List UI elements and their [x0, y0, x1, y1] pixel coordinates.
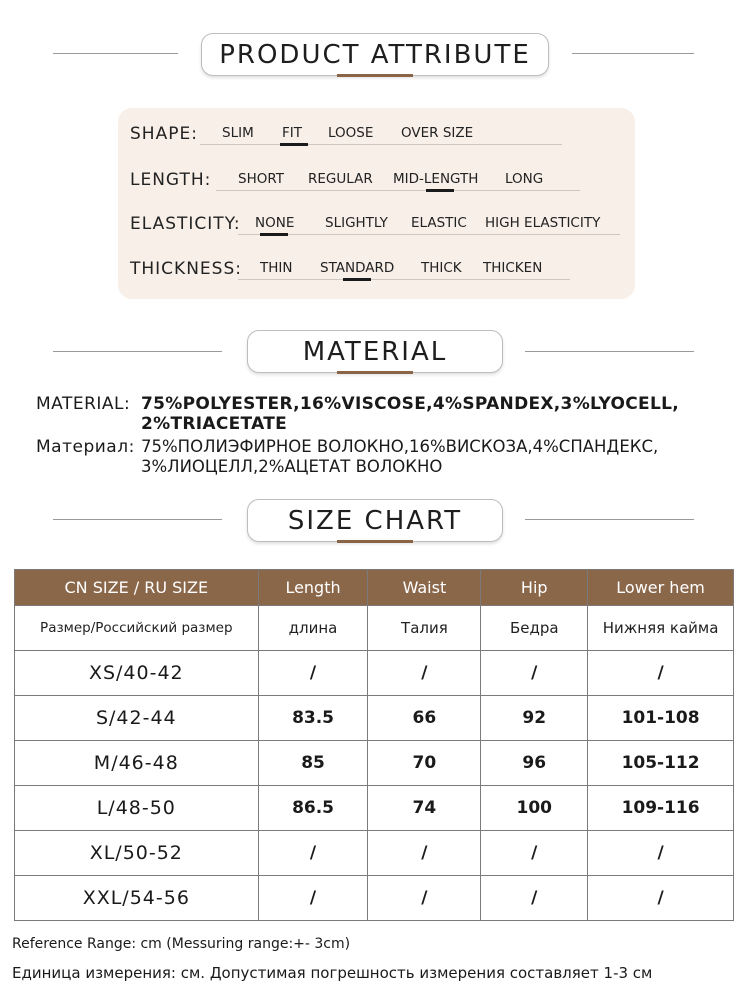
waist-cell: 74: [368, 786, 481, 831]
size-cell: L/48-50: [15, 786, 259, 831]
attribute-option: LONG: [505, 171, 544, 187]
attribute-underline: [238, 234, 620, 235]
attribute-option-selected: FIT: [282, 125, 302, 141]
section-title-material: [247, 330, 503, 373]
section-title-size-chart: [247, 499, 503, 542]
material-value-line1: 75%POLYESTER,16%VISCOSE,4%SPANDEX,3%LYOCELL,: [141, 394, 679, 414]
length-cell: /: [258, 651, 368, 696]
waist-cell: 66: [368, 696, 481, 741]
attribute-option: REGULAR: [308, 171, 373, 187]
attribute-label: ELASTICITY:: [130, 214, 241, 234]
section-title-text: PRODUCT ATTRIBUTE: [219, 40, 531, 70]
material-value-line2: 2%TRIACETATE: [141, 414, 288, 434]
attribute-underline: [200, 144, 562, 145]
attribute-option: SLIM: [222, 125, 254, 141]
length-cell: 86.5: [258, 786, 368, 831]
column-header: Length: [258, 570, 368, 606]
attribute-label: THICKNESS:: [130, 259, 242, 279]
column-header: Hip: [481, 570, 588, 606]
hip-cell: 96: [481, 741, 588, 786]
attribute-option: HIGH ELASTICITY: [485, 215, 601, 231]
size-cell: S/42-44: [15, 696, 259, 741]
column-header-ru: Талия: [368, 606, 481, 651]
reference-range-note: Reference Range: cm (Messuring range:+- 3cm): [12, 936, 351, 952]
divider-line: [53, 519, 222, 520]
attribute-option-selected: STANDARD: [320, 260, 395, 276]
length-cell: /: [258, 876, 368, 921]
hip-cell: 92: [481, 696, 588, 741]
divider-line: [525, 519, 694, 520]
material-label: Материал:: [36, 437, 135, 457]
waist-cell: /: [368, 831, 481, 876]
selected-marker: [343, 278, 371, 281]
column-header: CN SIZE / RU SIZE: [15, 570, 259, 606]
column-header-ru: Размер/Российский размер: [15, 606, 259, 651]
size-chart-table: [14, 569, 734, 921]
waist-cell: 70: [368, 741, 481, 786]
divider-line: [53, 351, 222, 352]
lower-hem-cell: 105-112: [588, 741, 734, 786]
reference-range-note-ru: Единица измерения: см. Допустимая погрешность измерения составляет 1-3 см: [12, 964, 653, 982]
selected-marker: [426, 189, 454, 192]
divider-line: [53, 53, 178, 54]
waist-cell: /: [368, 651, 481, 696]
waist-cell: /: [368, 876, 481, 921]
table-row: [15, 876, 734, 921]
attribute-underline: [238, 279, 570, 280]
attribute-option: THIN: [260, 260, 293, 276]
column-header-ru: длина: [258, 606, 368, 651]
section-title-text: SIZE CHART: [287, 506, 463, 536]
hip-cell: /: [481, 876, 588, 921]
table-row: [15, 651, 734, 696]
lower-hem-cell: /: [588, 831, 734, 876]
attribute-underline: [216, 190, 580, 191]
attribute-label: SHAPE:: [130, 124, 198, 144]
column-header-ru: Бедра: [481, 606, 588, 651]
lower-hem-cell: /: [588, 651, 734, 696]
table-header-ru-row: [15, 606, 734, 651]
attribute-option: SLIGHTLY: [325, 215, 388, 231]
attribute-option: THICK: [421, 260, 462, 276]
attribute-option: SHORT: [238, 171, 284, 187]
column-header-ru: Нижняя кайма: [588, 606, 734, 651]
column-header: Waist: [368, 570, 481, 606]
column-header: Lower hem: [588, 570, 734, 606]
material-value-line2: 3%ЛИОЦЕЛЛ,2%АЦЕТАТ ВОЛОКНО: [141, 457, 443, 476]
attribute-option: LOOSE: [328, 125, 374, 141]
hip-cell: 100: [481, 786, 588, 831]
table-row: [15, 786, 734, 831]
size-cell: XL/50-52: [15, 831, 259, 876]
attribute-option: ELASTIC: [411, 215, 467, 231]
material-ru: [36, 437, 736, 477]
length-cell: 85: [258, 741, 368, 786]
divider-line: [525, 351, 694, 352]
table-header-row: [15, 570, 734, 606]
attribute-option: OVER SIZE: [401, 125, 474, 141]
table-row: [15, 741, 734, 786]
section-title-product-attribute: [201, 33, 549, 76]
lower-hem-cell: 101-108: [588, 696, 734, 741]
title-accent-bar: [337, 371, 413, 374]
selected-marker: [260, 233, 288, 236]
size-cell: XXL/54-56: [15, 876, 259, 921]
section-title-text: MATERIAL: [302, 337, 448, 367]
selected-marker: [280, 143, 308, 146]
attribute-option-selected: NONE: [255, 215, 295, 231]
hip-cell: /: [481, 831, 588, 876]
size-cell: M/46-48: [15, 741, 259, 786]
title-accent-bar: [337, 74, 413, 77]
hip-cell: /: [481, 651, 588, 696]
lower-hem-cell: 109-116: [588, 786, 734, 831]
table-row: [15, 831, 734, 876]
attribute-option-selected: MID-LENGTH: [393, 171, 479, 187]
length-cell: 83.5: [258, 696, 368, 741]
attribute-label: LENGTH:: [130, 170, 212, 190]
attribute-option: THICKEN: [483, 260, 543, 276]
size-cell: XS/40-42: [15, 651, 259, 696]
material-value-line1: 75%ПОЛИЭФИРНОЕ ВОЛОКНО,16%ВИСКОЗА,4%СПАНДЕКС,: [141, 437, 659, 456]
divider-line: [572, 53, 694, 54]
material-label: MATERIAL:: [36, 394, 131, 414]
table-row: [15, 696, 734, 741]
material-en: [36, 394, 736, 434]
title-accent-bar: [337, 540, 413, 543]
length-cell: /: [258, 831, 368, 876]
lower-hem-cell: /: [588, 876, 734, 921]
